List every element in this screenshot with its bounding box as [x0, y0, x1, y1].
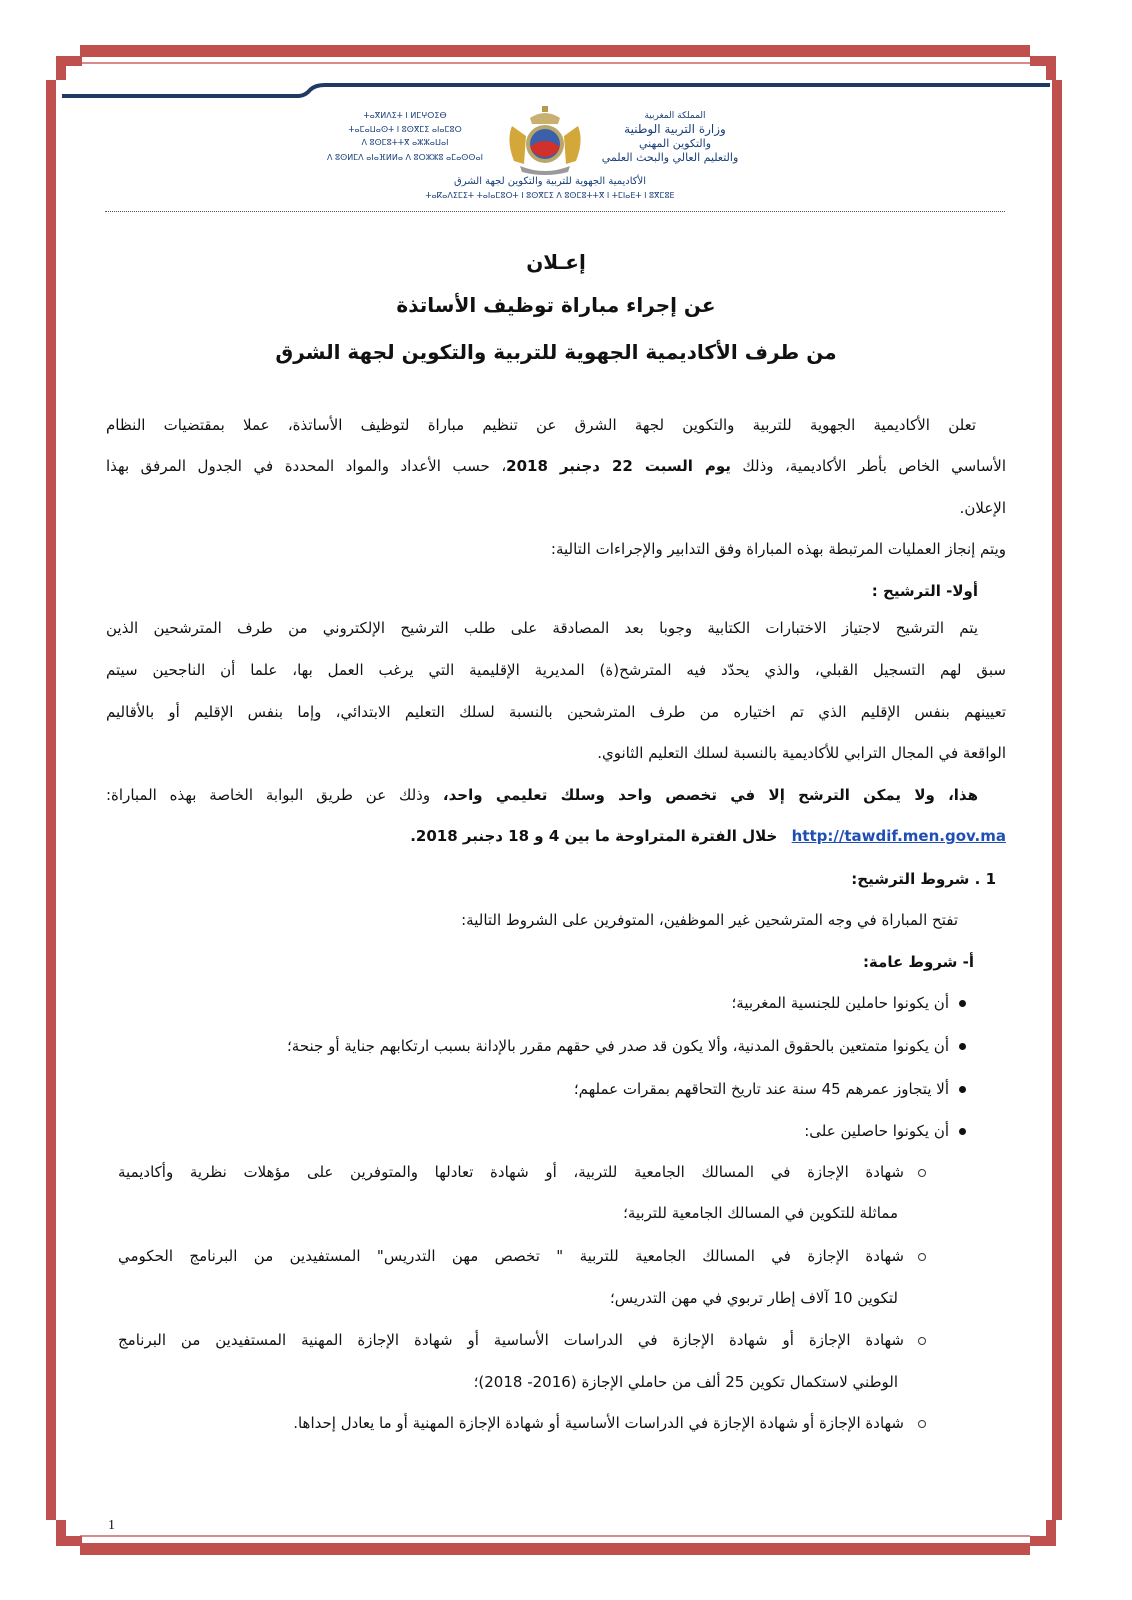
ministry-label-2: والتكوين المهني [638, 137, 712, 150]
condition-bullet: أن يكونوا حاملين للجنسية المغربية؛ [106, 983, 966, 1023]
ministry-label-3: والتعليم العالي والبحث العلمي [601, 151, 739, 164]
coat-of-arms-logo [500, 106, 590, 176]
candidacy-line: يتم الترشيح لاجتياز الاختبارات الكتابية وجوبا بعد المصادقة على طلب الترشيح الإلكتروني من طرف المترشحين الذين [106, 619, 978, 637]
conditions-heading: 1 . شروط الترشيح: [851, 870, 996, 888]
degree-item: شهادة الإجازة أو شهادة الإجازة في الدراسات الأساسية أو شهادة الإجازة المهنية أو ما يعادل إحداها. [118, 1403, 926, 1443]
degree-item-cont: لتكوين 10 آلاف إطار تربوي في مهن التدريس؛ [610, 1289, 898, 1307]
candidacy-line: تعيينهم بنفس الإقليم الذي تم اختياره من طرف المترشحين بالنسبة لسلك التعليم الابتدائي، وإما بنفس الإقليم أو بالأقاليم [106, 703, 1006, 721]
condition-bullet: أن يكونوا متمتعين بالحقوق المدنية، وألا يكون قد صدر في حقهم مقرر بالإدانة بسبب ارتكابهم جناية أو جنحة؛ [106, 1026, 966, 1066]
degree-item-cont: الوطني لاستكمال تكوين 25 ألف من حاملي الإجازة (2016- 2018)؛ [473, 1373, 898, 1391]
ministry-label: وزارة التربية الوطنية [624, 122, 726, 136]
condition-bullet: ألا يتجاوز عمرهم 45 سنة عند تاريخ التحاقهم بمقرات عملهم؛ [106, 1069, 966, 1109]
tifinagh-line: ⵜⴰⴳⵍⴷⵉⵜ ⵏ ⵍⵎⵖⵔⵉⴱ [363, 111, 447, 120]
academy-label: الأكاديمية الجهوية للتربية والتكوين لجهة الشرق [453, 176, 647, 187]
header-divider [105, 211, 1005, 212]
announcement-subtitle-2: من طرف الأكاديمية الجهوية للتربية والتكوين لجهة الشرق [275, 340, 837, 364]
header-navy-line [0, 0, 1132, 110]
general-conditions-heading: أ- شروط عامة: [862, 953, 974, 971]
candidacy-note: هذا، ولا يمكن الترشح إلا في تخصص واحد وسلك تعليمي واحد، وذلك عن طريق البوابة الخاصة بهذه المباراة: [106, 786, 978, 804]
degree-item: شهادة الإجازة أو شهادة الإجازة في الدراسات الأساسية أو شهادة الإجازة المهنية المستفيدين من البرنامج [118, 1320, 926, 1360]
intro-line: الإعلان. [959, 499, 1006, 517]
exam-date: يوم السبت 22 دجنبر 2018 [506, 457, 731, 475]
tawdif-link[interactable]: http://tawdif.men.gov.ma [791, 827, 1006, 845]
academy-tifinagh-label: ⵜⴰⴽⴰⴷⵉⵎⵉⵜ ⵜⴰⵏⴰⵎⵓⵔⵜ ⵏ ⵓⵙⴳⵎⵉ ⴷ ⵓⵙⵎⵓⵜⵜⴳ ⵏ ⵜⵎⵏⴰⴹⵜ ⵏ ⵓⴳⵎⵓⴹ [425, 191, 675, 200]
candidacy-period: http://tawdif.men.gov.ma خلال الفترة المتراوحة ما بين 4 و 18 دجنبر 2018. [410, 827, 1006, 845]
tifinagh-line: ⴷ ⵓⵙⵎⵓⵜⵜⴳ ⴰⵣⵣⴰⵡⴰⵏ [361, 138, 449, 147]
kingdom-label: المملكة المغربية [644, 111, 706, 121]
intro-line: ويتم إنجاز العمليات المرتبطة بهذه المباراة وفق التدابير والإجراءات التالية: [550, 540, 1006, 558]
intro-line: الأساسي الخاص بأطر الأكاديمية، وذلك يوم السبت 22 دجنبر 2018، حسب الأعداد والمواد المحددة في الجدول المرفق بهذا [106, 457, 1007, 475]
announcement-subtitle: عن إجراء مباراة توظيف الأساتذة [396, 293, 716, 317]
announcement-title: إعـلان [526, 250, 586, 274]
page-number: 1 [108, 1518, 115, 1533]
section-heading-candidacy: أولا- الترشيح : [871, 582, 978, 600]
degree-item: شهادة الإجازة في المسالك الجامعية للتربية " تخصص مهن التدريس" المستفيدين من البرنامج الحكومي [118, 1236, 926, 1276]
degree-item-cont: مماثلة للتكوين في المسالك الجامعية للتربية؛ [623, 1204, 898, 1222]
intro-line: تعلن الأكاديمية الجهوية للتربية والتكوين لجهة الشرق عن تنظيم مباراة لتوظيف الأساتذة، عملا بمقتضيات النظام [106, 416, 976, 434]
tifinagh-line: ⴷ ⵓⵙⵍⵎⴷ ⴰⵏⴰⴼⵍⵍⴰ ⴷ ⵓⵔⵣⵣⵓ ⴰⵎⴰⵙⵙⴰⵏ [327, 153, 483, 162]
tifinagh-line: ⵜⴰⵎⴰⵡⴰⵙⵜ ⵏ ⵓⵙⴳⵎⵉ ⴰⵏⴰⵎⵓⵔ [348, 125, 462, 134]
condition-bullet: أن يكونوا حاصلين على: [106, 1111, 966, 1151]
candidacy-line: سبق لهم التسجيل القبلي، والذي يحدّد فيه المترشح(ة) المديرية الإقليمية التي يرغب العمل بها، علما أن الناجحين سيتم [106, 661, 1006, 679]
degree-item: شهادة الإجازة في المسالك الجامعية للتربية، أو شهادة تعادلها والمتوفرين على مؤهلات نظرية وأكاديمية [118, 1152, 926, 1192]
conditions-intro: تفتح المباراة في وجه المترشحين غير الموظفين، المتوفرين على الشروط التالية: [461, 911, 958, 929]
candidacy-line: الواقعة في المجال الترابي للأكاديمية بالنسبة لسلك التعليم الثانوي. [597, 744, 1006, 762]
